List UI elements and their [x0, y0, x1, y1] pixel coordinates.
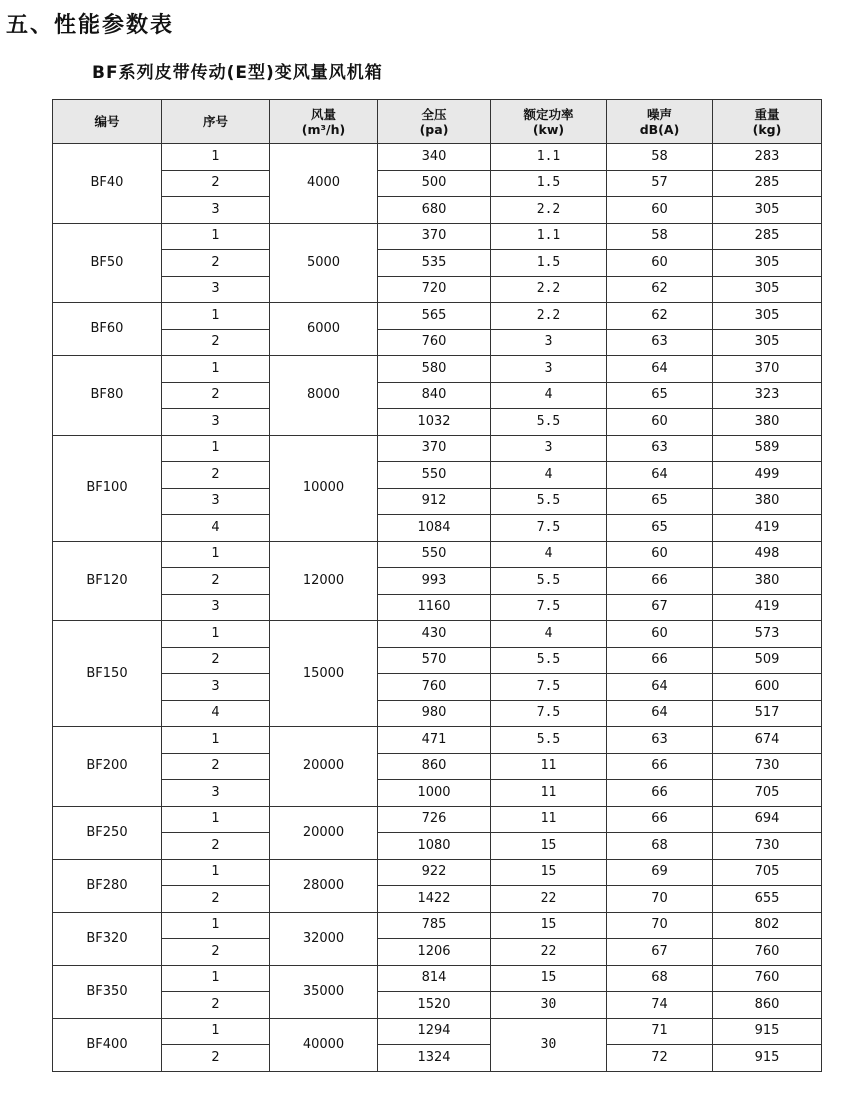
pressure-cell: 1324: [378, 1045, 491, 1072]
pressure-cell: 840: [378, 382, 491, 409]
power-cell: 15: [491, 833, 607, 860]
weight-cell: 589: [713, 435, 822, 462]
weight-cell: 305: [713, 250, 822, 277]
weight-cell: 705: [713, 859, 822, 886]
table-row: [53, 780, 822, 807]
seq-cell: 2: [162, 647, 270, 674]
seq-cell: 1: [162, 912, 270, 939]
model-cell: BF350: [53, 965, 162, 1018]
pressure-cell: 570: [378, 647, 491, 674]
table-row: [53, 1018, 822, 1045]
pressure-cell: 1032: [378, 409, 491, 436]
table-row: [53, 303, 822, 330]
weight-cell: 674: [713, 727, 822, 754]
model-cell: BF150: [53, 621, 162, 727]
power-cell: 2.2: [491, 276, 607, 303]
pressure-cell: 550: [378, 541, 491, 568]
seq-cell: 3: [162, 409, 270, 436]
pressure-cell: 1000: [378, 780, 491, 807]
model-cell: BF50: [53, 223, 162, 303]
header-noise: 噪声 dB(A): [607, 100, 713, 144]
noise-cell: 60: [607, 621, 713, 648]
power-cell: 4: [491, 462, 607, 489]
performance-table: [52, 99, 822, 1072]
power-cell: 5.5: [491, 727, 607, 754]
power-cell: 22: [491, 939, 607, 966]
model-cell: BF320: [53, 912, 162, 965]
noise-cell: 74: [607, 992, 713, 1019]
power-cell: 3: [491, 435, 607, 462]
power-cell: 15: [491, 859, 607, 886]
weight-cell: 730: [713, 753, 822, 780]
seq-cell: 1: [162, 144, 270, 171]
header-power: 额定功率 (kw): [491, 100, 607, 144]
seq-cell: 1: [162, 621, 270, 648]
header-pressure: 全压 (pa): [378, 100, 491, 144]
noise-cell: 71: [607, 1018, 713, 1045]
noise-cell: 66: [607, 647, 713, 674]
weight-cell: 509: [713, 647, 822, 674]
noise-cell: 62: [607, 276, 713, 303]
seq-cell: 2: [162, 1045, 270, 1072]
seq-cell: 2: [162, 170, 270, 197]
noise-cell: 67: [607, 939, 713, 966]
section-heading: 五、性能参数表: [6, 13, 175, 38]
airflow-cell: 28000: [270, 859, 378, 912]
power-cell: 5.5: [491, 409, 607, 436]
table-row: [53, 568, 822, 595]
table-row: [53, 806, 822, 833]
power-cell: 3: [491, 356, 607, 383]
pressure-cell: 1520: [378, 992, 491, 1019]
pressure-cell: 535: [378, 250, 491, 277]
airflow-cell: 4000: [270, 144, 378, 224]
model-cell: BF120: [53, 541, 162, 621]
seq-cell: 3: [162, 780, 270, 807]
pressure-cell: 680: [378, 197, 491, 224]
noise-cell: 72: [607, 1045, 713, 1072]
airflow-cell: 20000: [270, 806, 378, 859]
table-row: [53, 859, 822, 886]
seq-cell: 2: [162, 462, 270, 489]
weight-cell: 730: [713, 833, 822, 860]
noise-cell: 68: [607, 833, 713, 860]
seq-cell: 3: [162, 674, 270, 701]
power-cell: 11: [491, 806, 607, 833]
airflow-cell: 8000: [270, 356, 378, 436]
pressure-cell: 993: [378, 568, 491, 595]
weight-cell: 655: [713, 886, 822, 913]
pressure-cell: 785: [378, 912, 491, 939]
pressure-cell: 760: [378, 674, 491, 701]
noise-cell: 64: [607, 462, 713, 489]
table-row: [53, 727, 822, 754]
weight-cell: 915: [713, 1045, 822, 1072]
table-header: [53, 100, 822, 144]
weight-cell: 305: [713, 303, 822, 330]
seq-cell: 3: [162, 197, 270, 224]
power-cell: 7.5: [491, 515, 607, 542]
pressure-cell: 922: [378, 859, 491, 886]
table-row: [53, 223, 822, 250]
seq-cell: 1: [162, 435, 270, 462]
table-row: [53, 276, 822, 303]
table-row: [53, 833, 822, 860]
table-body: [53, 144, 822, 1072]
table-row: [53, 886, 822, 913]
weight-cell: 802: [713, 912, 822, 939]
seq-cell: 2: [162, 329, 270, 356]
weight-cell: 705: [713, 780, 822, 807]
noise-cell: 65: [607, 515, 713, 542]
weight-cell: 760: [713, 939, 822, 966]
seq-cell: 2: [162, 382, 270, 409]
noise-cell: 64: [607, 356, 713, 383]
power-cell: 1.1: [491, 223, 607, 250]
model-cell: BF40: [53, 144, 162, 224]
seq-cell: 1: [162, 541, 270, 568]
power-cell: 2.2: [491, 303, 607, 330]
seq-cell: 1: [162, 727, 270, 754]
noise-cell: 66: [607, 568, 713, 595]
table-row: [53, 382, 822, 409]
header-weight: 重量 (kg): [713, 100, 822, 144]
noise-cell: 60: [607, 197, 713, 224]
pressure-cell: 814: [378, 965, 491, 992]
pressure-cell: 340: [378, 144, 491, 171]
seq-cell: 1: [162, 356, 270, 383]
model-cell: BF250: [53, 806, 162, 859]
noise-cell: 57: [607, 170, 713, 197]
seq-cell: 4: [162, 515, 270, 542]
power-cell: 1.1: [491, 144, 607, 171]
noise-cell: 68: [607, 965, 713, 992]
seq-cell: 2: [162, 992, 270, 1019]
power-cell: 15: [491, 912, 607, 939]
pressure-cell: 726: [378, 806, 491, 833]
pressure-cell: 1422: [378, 886, 491, 913]
table-row: [53, 753, 822, 780]
power-cell: 7.5: [491, 700, 607, 727]
power-cell: 5.5: [491, 647, 607, 674]
seq-cell: 2: [162, 250, 270, 277]
table-row: [53, 329, 822, 356]
weight-cell: 305: [713, 276, 822, 303]
seq-cell: 1: [162, 965, 270, 992]
model-cell: BF200: [53, 727, 162, 807]
noise-cell: 65: [607, 488, 713, 515]
airflow-cell: 5000: [270, 223, 378, 303]
seq-cell: 2: [162, 753, 270, 780]
seq-cell: 2: [162, 886, 270, 913]
noise-cell: 66: [607, 806, 713, 833]
weight-cell: 517: [713, 700, 822, 727]
pressure-cell: 1084: [378, 515, 491, 542]
power-cell: 5.5: [491, 488, 607, 515]
noise-cell: 64: [607, 674, 713, 701]
noise-cell: 60: [607, 250, 713, 277]
noise-cell: 62: [607, 303, 713, 330]
pressure-cell: 471: [378, 727, 491, 754]
power-cell: 1.5: [491, 170, 607, 197]
power-cell: 30: [491, 1018, 607, 1071]
table-row: [53, 992, 822, 1019]
power-cell: 2.2: [491, 197, 607, 224]
power-cell: 30: [491, 992, 607, 1019]
table-row: [53, 250, 822, 277]
airflow-cell: 15000: [270, 621, 378, 727]
table-row: [53, 356, 822, 383]
weight-cell: 694: [713, 806, 822, 833]
table-row: [53, 144, 822, 171]
pressure-cell: 500: [378, 170, 491, 197]
power-cell: 22: [491, 886, 607, 913]
table-row: [53, 515, 822, 542]
weight-cell: 370: [713, 356, 822, 383]
power-cell: 15: [491, 965, 607, 992]
model-cell: BF80: [53, 356, 162, 436]
pressure-cell: 860: [378, 753, 491, 780]
header-model: 编号: [53, 100, 162, 144]
table-title: BF系列皮带传动(E型)变风量风机箱: [92, 63, 383, 83]
airflow-cell: 6000: [270, 303, 378, 356]
noise-cell: 70: [607, 886, 713, 913]
seq-cell: 1: [162, 1018, 270, 1045]
airflow-cell: 10000: [270, 435, 378, 541]
seq-cell: 4: [162, 700, 270, 727]
power-cell: 1.5: [491, 250, 607, 277]
power-cell: 7.5: [491, 674, 607, 701]
seq-cell: 1: [162, 806, 270, 833]
weight-cell: 285: [713, 223, 822, 250]
weight-cell: 600: [713, 674, 822, 701]
power-cell: 4: [491, 621, 607, 648]
table-row: [53, 674, 822, 701]
header-airflow: 风量 (m³/h): [270, 100, 378, 144]
airflow-cell: 32000: [270, 912, 378, 965]
seq-cell: 3: [162, 276, 270, 303]
seq-cell: 3: [162, 488, 270, 515]
seq-cell: 1: [162, 223, 270, 250]
pressure-cell: 370: [378, 223, 491, 250]
noise-cell: 64: [607, 700, 713, 727]
pressure-cell: 720: [378, 276, 491, 303]
noise-cell: 63: [607, 329, 713, 356]
airflow-cell: 40000: [270, 1018, 378, 1071]
weight-cell: 380: [713, 409, 822, 436]
seq-cell: 1: [162, 859, 270, 886]
noise-cell: 70: [607, 912, 713, 939]
weight-cell: 419: [713, 515, 822, 542]
weight-cell: 760: [713, 965, 822, 992]
table-row: [53, 939, 822, 966]
power-cell: 7.5: [491, 594, 607, 621]
noise-cell: 60: [607, 541, 713, 568]
noise-cell: 66: [607, 753, 713, 780]
weight-cell: 380: [713, 488, 822, 515]
table-row: [53, 541, 822, 568]
airflow-cell: 20000: [270, 727, 378, 807]
noise-cell: 66: [607, 780, 713, 807]
noise-cell: 58: [607, 223, 713, 250]
noise-cell: 63: [607, 435, 713, 462]
pressure-cell: 430: [378, 621, 491, 648]
pressure-cell: 1080: [378, 833, 491, 860]
table-row: [53, 912, 822, 939]
seq-cell: 2: [162, 939, 270, 966]
noise-cell: 67: [607, 594, 713, 621]
seq-cell: 2: [162, 568, 270, 595]
weight-cell: 305: [713, 329, 822, 356]
weight-cell: 860: [713, 992, 822, 1019]
pressure-cell: 980: [378, 700, 491, 727]
model-cell: BF100: [53, 435, 162, 541]
seq-cell: 3: [162, 594, 270, 621]
power-cell: 11: [491, 780, 607, 807]
header-row: [53, 100, 822, 144]
weight-cell: 283: [713, 144, 822, 171]
noise-cell: 58: [607, 144, 713, 171]
pressure-cell: 565: [378, 303, 491, 330]
pressure-cell: 1206: [378, 939, 491, 966]
table-row: [53, 170, 822, 197]
power-cell: 11: [491, 753, 607, 780]
power-cell: 3: [491, 329, 607, 356]
weight-cell: 380: [713, 568, 822, 595]
pressure-cell: 760: [378, 329, 491, 356]
header-seq: 序号: [162, 100, 270, 144]
pressure-cell: 1294: [378, 1018, 491, 1045]
pressure-cell: 580: [378, 356, 491, 383]
table-row: [53, 435, 822, 462]
weight-cell: 285: [713, 170, 822, 197]
weight-cell: 499: [713, 462, 822, 489]
weight-cell: 323: [713, 382, 822, 409]
airflow-cell: 35000: [270, 965, 378, 1018]
table-row: [53, 197, 822, 224]
weight-cell: 305: [713, 197, 822, 224]
pressure-cell: 912: [378, 488, 491, 515]
pressure-cell: 1160: [378, 594, 491, 621]
noise-cell: 60: [607, 409, 713, 436]
table-row: [53, 700, 822, 727]
pressure-cell: 370: [378, 435, 491, 462]
table-row: [53, 1045, 822, 1072]
model-cell: BF60: [53, 303, 162, 356]
table-row: [53, 621, 822, 648]
weight-cell: 915: [713, 1018, 822, 1045]
table-row: [53, 594, 822, 621]
noise-cell: 63: [607, 727, 713, 754]
noise-cell: 65: [607, 382, 713, 409]
power-cell: 4: [491, 382, 607, 409]
noise-cell: 69: [607, 859, 713, 886]
model-cell: BF280: [53, 859, 162, 912]
airflow-cell: 12000: [270, 541, 378, 621]
table-row: [53, 647, 822, 674]
table-row: [53, 462, 822, 489]
seq-cell: 1: [162, 303, 270, 330]
model-cell: BF400: [53, 1018, 162, 1071]
weight-cell: 419: [713, 594, 822, 621]
power-cell: 5.5: [491, 568, 607, 595]
table-row: [53, 488, 822, 515]
weight-cell: 573: [713, 621, 822, 648]
power-cell: 4: [491, 541, 607, 568]
seq-cell: 2: [162, 833, 270, 860]
table-row: [53, 409, 822, 436]
weight-cell: 498: [713, 541, 822, 568]
pressure-cell: 550: [378, 462, 491, 489]
table-row: [53, 965, 822, 992]
